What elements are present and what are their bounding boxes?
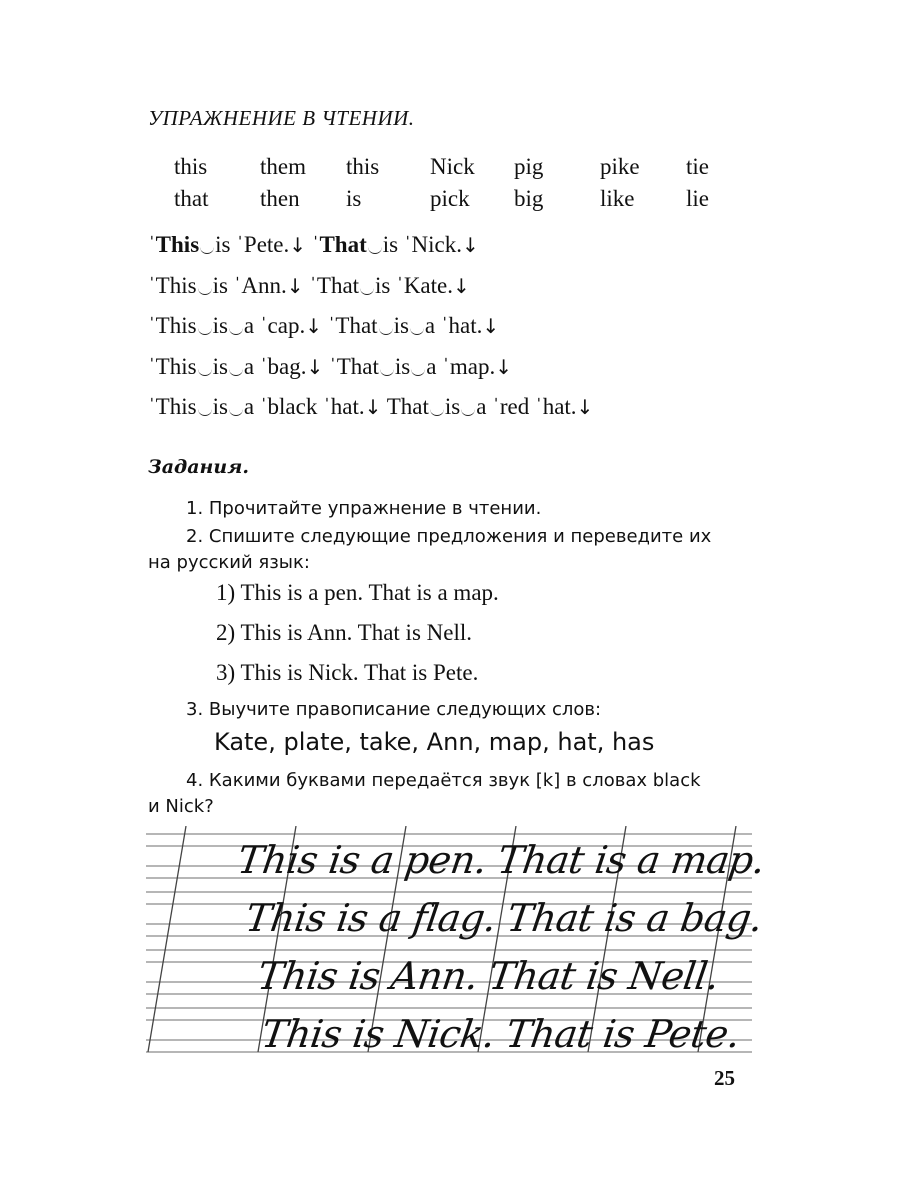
sentence-line-1 [148, 232, 593, 273]
stress-mark: ˈ [440, 313, 449, 338]
word: is [212, 394, 228, 419]
stress-mark: ˈ [148, 313, 156, 338]
stress-mark: ˈ [259, 353, 268, 379]
word: map. [449, 353, 496, 379]
word: a [243, 394, 255, 419]
stress-mark: ˈ [148, 272, 156, 298]
word: black [267, 394, 318, 419]
word: Ann. [241, 272, 287, 298]
stress-mark: ˈ [148, 232, 156, 257]
linking-arc [360, 286, 374, 295]
falling-tone-arrow: ↓ [286, 273, 304, 298]
word: This [155, 313, 197, 338]
falling-tone-arrow: ↓ [452, 273, 470, 298]
word: Nick. [411, 232, 462, 257]
word: is [212, 313, 228, 338]
sentence-line-3 [148, 313, 593, 354]
word: this [346, 154, 380, 179]
handwritten-line-4: This is Nick. That is Pete. [258, 1012, 743, 1056]
linking-arc [368, 245, 382, 254]
word: lie [686, 186, 709, 211]
spelling-word-list: Kate, plate, take, Ann, map, hat, has [214, 728, 655, 756]
word: That [319, 232, 367, 257]
word: That [386, 394, 429, 419]
task-4-continued: и Nick? [148, 796, 214, 817]
task-2-sentence-1: 1) This is a pen. That is a map. [216, 580, 499, 605]
stress-mark: ˈ [323, 394, 331, 419]
sentence-line-4 [148, 354, 593, 395]
word: Kate. [403, 272, 453, 298]
word: This [155, 353, 197, 379]
falling-tone-arrow: ↓ [305, 314, 322, 338]
word: them [260, 154, 306, 179]
word: is [212, 272, 228, 298]
word: big [514, 186, 544, 211]
linking-arc [229, 367, 243, 376]
falling-tone-arrow: ↓ [482, 314, 500, 338]
word: hat. [330, 394, 365, 419]
linking-arc [198, 326, 212, 335]
word: is [394, 353, 411, 379]
stress-mark: ˈ [148, 353, 156, 379]
tasks-title: Задания. [148, 456, 249, 478]
stress-mark: ˈ [259, 313, 268, 338]
word: That [316, 272, 360, 298]
linking-arc [461, 407, 475, 416]
word: hat. [542, 394, 577, 419]
word: is [346, 186, 362, 211]
word: pike [600, 154, 640, 179]
word: bag. [267, 353, 307, 379]
page-number: 25 [714, 1066, 735, 1090]
word: is [215, 232, 231, 257]
word: a [243, 353, 255, 379]
word: is [375, 272, 391, 298]
word: That [335, 313, 378, 338]
linking-arc [229, 407, 243, 416]
stress-mark: ˈ [535, 394, 543, 419]
word: pick [430, 186, 470, 211]
stress-mark: ˈ [148, 394, 156, 419]
sentence-line-2 [148, 273, 593, 314]
stress-mark: ˈ [327, 313, 336, 338]
stress-mark: ˈ [259, 394, 268, 419]
stress-mark: ˈ [396, 272, 404, 298]
word: is [444, 394, 461, 419]
word: This [155, 394, 197, 419]
word: is [393, 313, 409, 338]
reading-sentences [148, 232, 593, 435]
copybook-handwriting-sample [146, 826, 768, 1062]
handwritten-line-3: This is Ann. That is Nell. [254, 954, 722, 998]
word: that [174, 186, 209, 211]
stress-mark: ˈ [403, 232, 412, 257]
linking-arc [198, 367, 212, 376]
word: then [260, 186, 300, 211]
task-2-sentence-2: 2) This is Ann. That is Nell. [216, 620, 472, 645]
falling-tone-arrow: ↓ [364, 395, 382, 419]
word: is [382, 232, 399, 257]
linking-arc [410, 326, 424, 335]
word: That [336, 353, 379, 379]
linking-arc [430, 407, 444, 416]
stress-mark: ˈ [442, 353, 450, 379]
word: is [212, 353, 228, 379]
falling-tone-arrow: ↓ [462, 233, 479, 257]
word: This [155, 232, 200, 257]
exercise-heading: УПРАЖНЕНИЕ В ЧТЕНИИ. [148, 106, 415, 130]
task-2-continued: на русский язык: [148, 552, 310, 573]
word: like [600, 186, 635, 211]
linking-arc [379, 326, 393, 335]
sentence-line-5 [148, 394, 593, 435]
linking-arc [229, 326, 243, 335]
word: a [426, 353, 437, 379]
task-2: 2. Спишите следующие предложения и переведите их [186, 526, 712, 547]
word: This [155, 272, 197, 298]
handwritten-line-2: This is a flag. That is a bag. [242, 896, 766, 940]
word: a [424, 313, 436, 338]
handwritten-line-1: This is a pen. That is a map. [234, 838, 768, 882]
task-4: 4. Какими буквами передаётся звук [k] в словах black [186, 770, 701, 791]
stress-mark: ˈ [492, 394, 500, 419]
falling-tone-arrow: ↓ [289, 233, 307, 257]
linking-arc [198, 407, 212, 416]
linking-arc [198, 286, 212, 295]
falling-tone-arrow: ↓ [306, 354, 324, 379]
linking-arc [380, 367, 394, 376]
falling-tone-arrow: ↓ [576, 395, 594, 419]
stress-mark: ˈ [309, 272, 317, 298]
linking-arc [411, 367, 425, 376]
word: this [174, 154, 208, 179]
word: Nick [430, 154, 475, 179]
word: tie [686, 154, 709, 179]
stress-mark: ˈ [311, 232, 320, 257]
linking-arc [200, 245, 214, 254]
word: Pete. [243, 232, 290, 257]
word: pig [514, 154, 544, 179]
stress-mark: ˈ [233, 272, 242, 298]
task-3: 3. Выучите правописание следующих слов: [186, 699, 602, 720]
stress-mark: ˈ [236, 232, 244, 257]
stress-mark: ˈ [329, 353, 337, 379]
task-1: 1. Прочитайте упражнение в чтении. [186, 498, 542, 519]
word: red [499, 394, 530, 419]
word: a [243, 313, 255, 338]
word: cap. [267, 313, 306, 338]
falling-tone-arrow: ↓ [495, 354, 512, 379]
word: a [476, 394, 487, 419]
task-2-sentence-3: 3) This is Nick. That is Pete. [216, 660, 479, 685]
word: hat. [448, 313, 483, 338]
